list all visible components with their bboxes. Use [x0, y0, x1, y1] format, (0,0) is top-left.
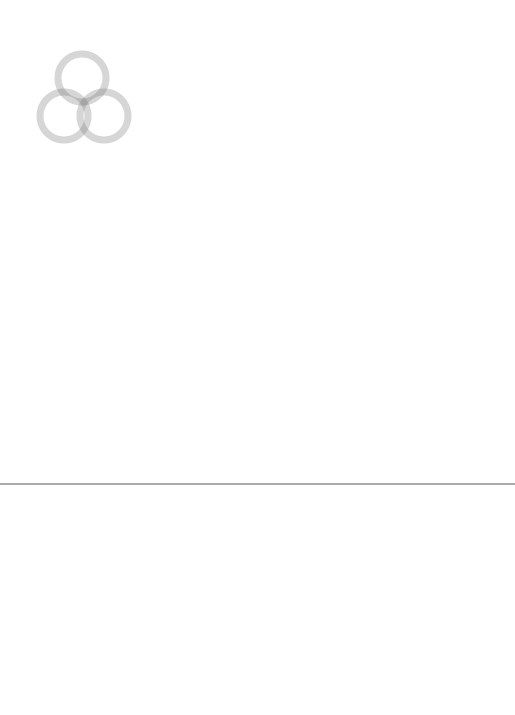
deq-seal-icon: [32, 38, 162, 168]
watermark-logo: [32, 38, 162, 208]
footer-watermark-strip: [0, 699, 515, 715]
